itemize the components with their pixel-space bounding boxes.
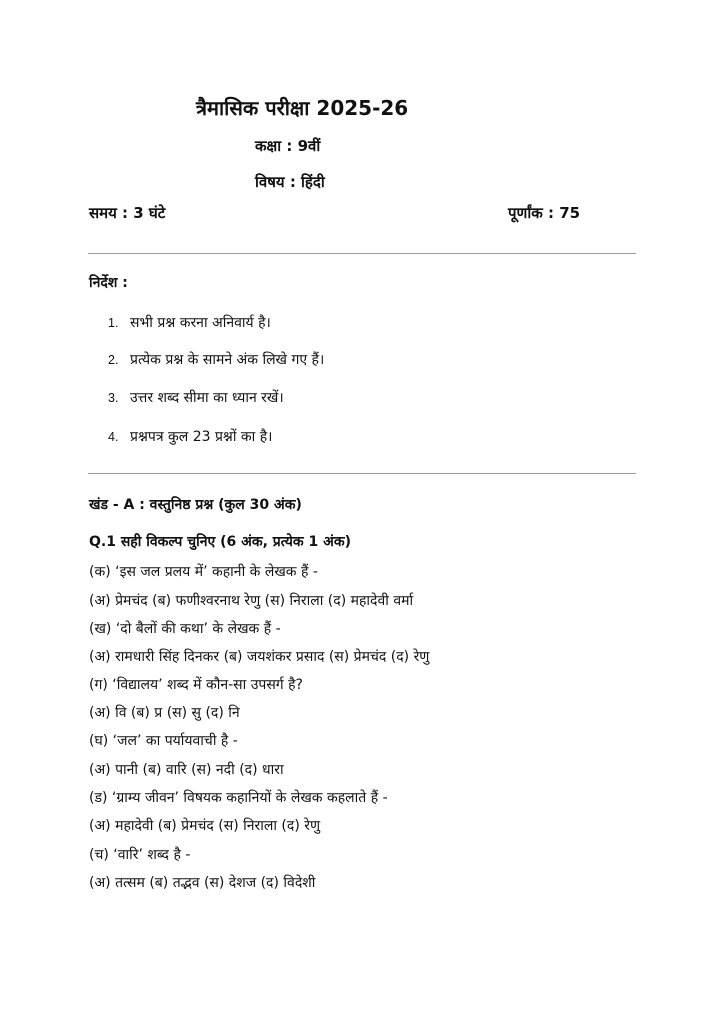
instruction-number: 2.	[108, 353, 119, 367]
instruction-text: उत्तर शब्द सीमा का ध्यान रखें।	[130, 390, 284, 406]
instruction-number: 4.	[108, 430, 119, 444]
instruction-item	[108, 427, 272, 446]
total-marks-line: पूर्णांक : 75	[508, 204, 581, 222]
options-line: (अ) रामधारी सिंह दिनकर (ब) जयशंकर प्रसाद (स) प्रेमचंद (द) रेणु	[89, 649, 430, 665]
options-line: (अ) प्रेमचंद (ब) फणीश्वरनाथ रेणु (स) निराला (द) महादेवी वर्मा	[89, 593, 414, 609]
divider-middle	[88, 473, 636, 474]
instruction-item	[108, 388, 284, 407]
instruction-item	[108, 350, 324, 369]
instruction-text: प्रत्येक प्रश्न के सामने अंक लिखे गए हैं।	[130, 352, 325, 368]
instruction-item	[108, 313, 271, 332]
options-line: (अ) वि (ब) प्र (स) सु (द) नि	[89, 705, 240, 721]
instruction-text: सभी प्रश्न करना अनिवार्य है।	[130, 315, 271, 331]
divider-top	[88, 253, 636, 254]
instruction-text: प्रश्नपत्र कुल 23 प्रश्नों का है।	[130, 429, 273, 445]
question-line: (घ) ‘जल’ का पर्यायवाची है -	[89, 733, 238, 749]
instruction-number: 1.	[108, 316, 119, 330]
subject-line: विषय : हिंदी	[255, 173, 325, 191]
options-line: (अ) महादेवी (ब) प्रेमचंद (स) निराला (द) रेणु	[89, 818, 321, 834]
exam-title: त्रैमासिक परीक्षा 2025-26	[196, 96, 409, 120]
section-a-heading: खंड - A : वस्तुनिष्ठ प्रश्न (कुल 30 अंक)	[89, 497, 302, 513]
time-line: समय : 3 घंटे	[89, 204, 166, 222]
question-1-heading: Q.1 सही विकल्प चुनिए (6 अंक, प्रत्येक 1 अंक)	[89, 534, 352, 550]
options-line: (अ) पानी (ब) वारि (स) नदी (द) धारा	[89, 762, 284, 778]
class-line: कक्षा : 9वीं	[255, 137, 321, 155]
options-line: (अ) तत्सम (ब) तद्भव (स) देशज (द) विदेशी	[89, 875, 316, 891]
instruction-number: 3.	[108, 391, 119, 405]
question-line: (क) ‘इस जल प्रलय में’ कहानी के लेखक हैं -	[89, 564, 318, 580]
instructions-heading: निर्देश :	[89, 275, 128, 291]
question-line: (ड) ‘ग्राम्य जीवन’ विषयक कहानियों के लेखक कहलाते हैं -	[89, 790, 388, 806]
question-line: (च) ‘वारि’ शब्द है -	[89, 847, 191, 863]
question-line: (ख) ‘दो बैलों की कथा’ के लेखक हैं -	[89, 621, 281, 637]
question-line: (ग) ‘विद्यालय’ शब्द में कौन-सा उपसर्ग है?	[89, 677, 303, 693]
